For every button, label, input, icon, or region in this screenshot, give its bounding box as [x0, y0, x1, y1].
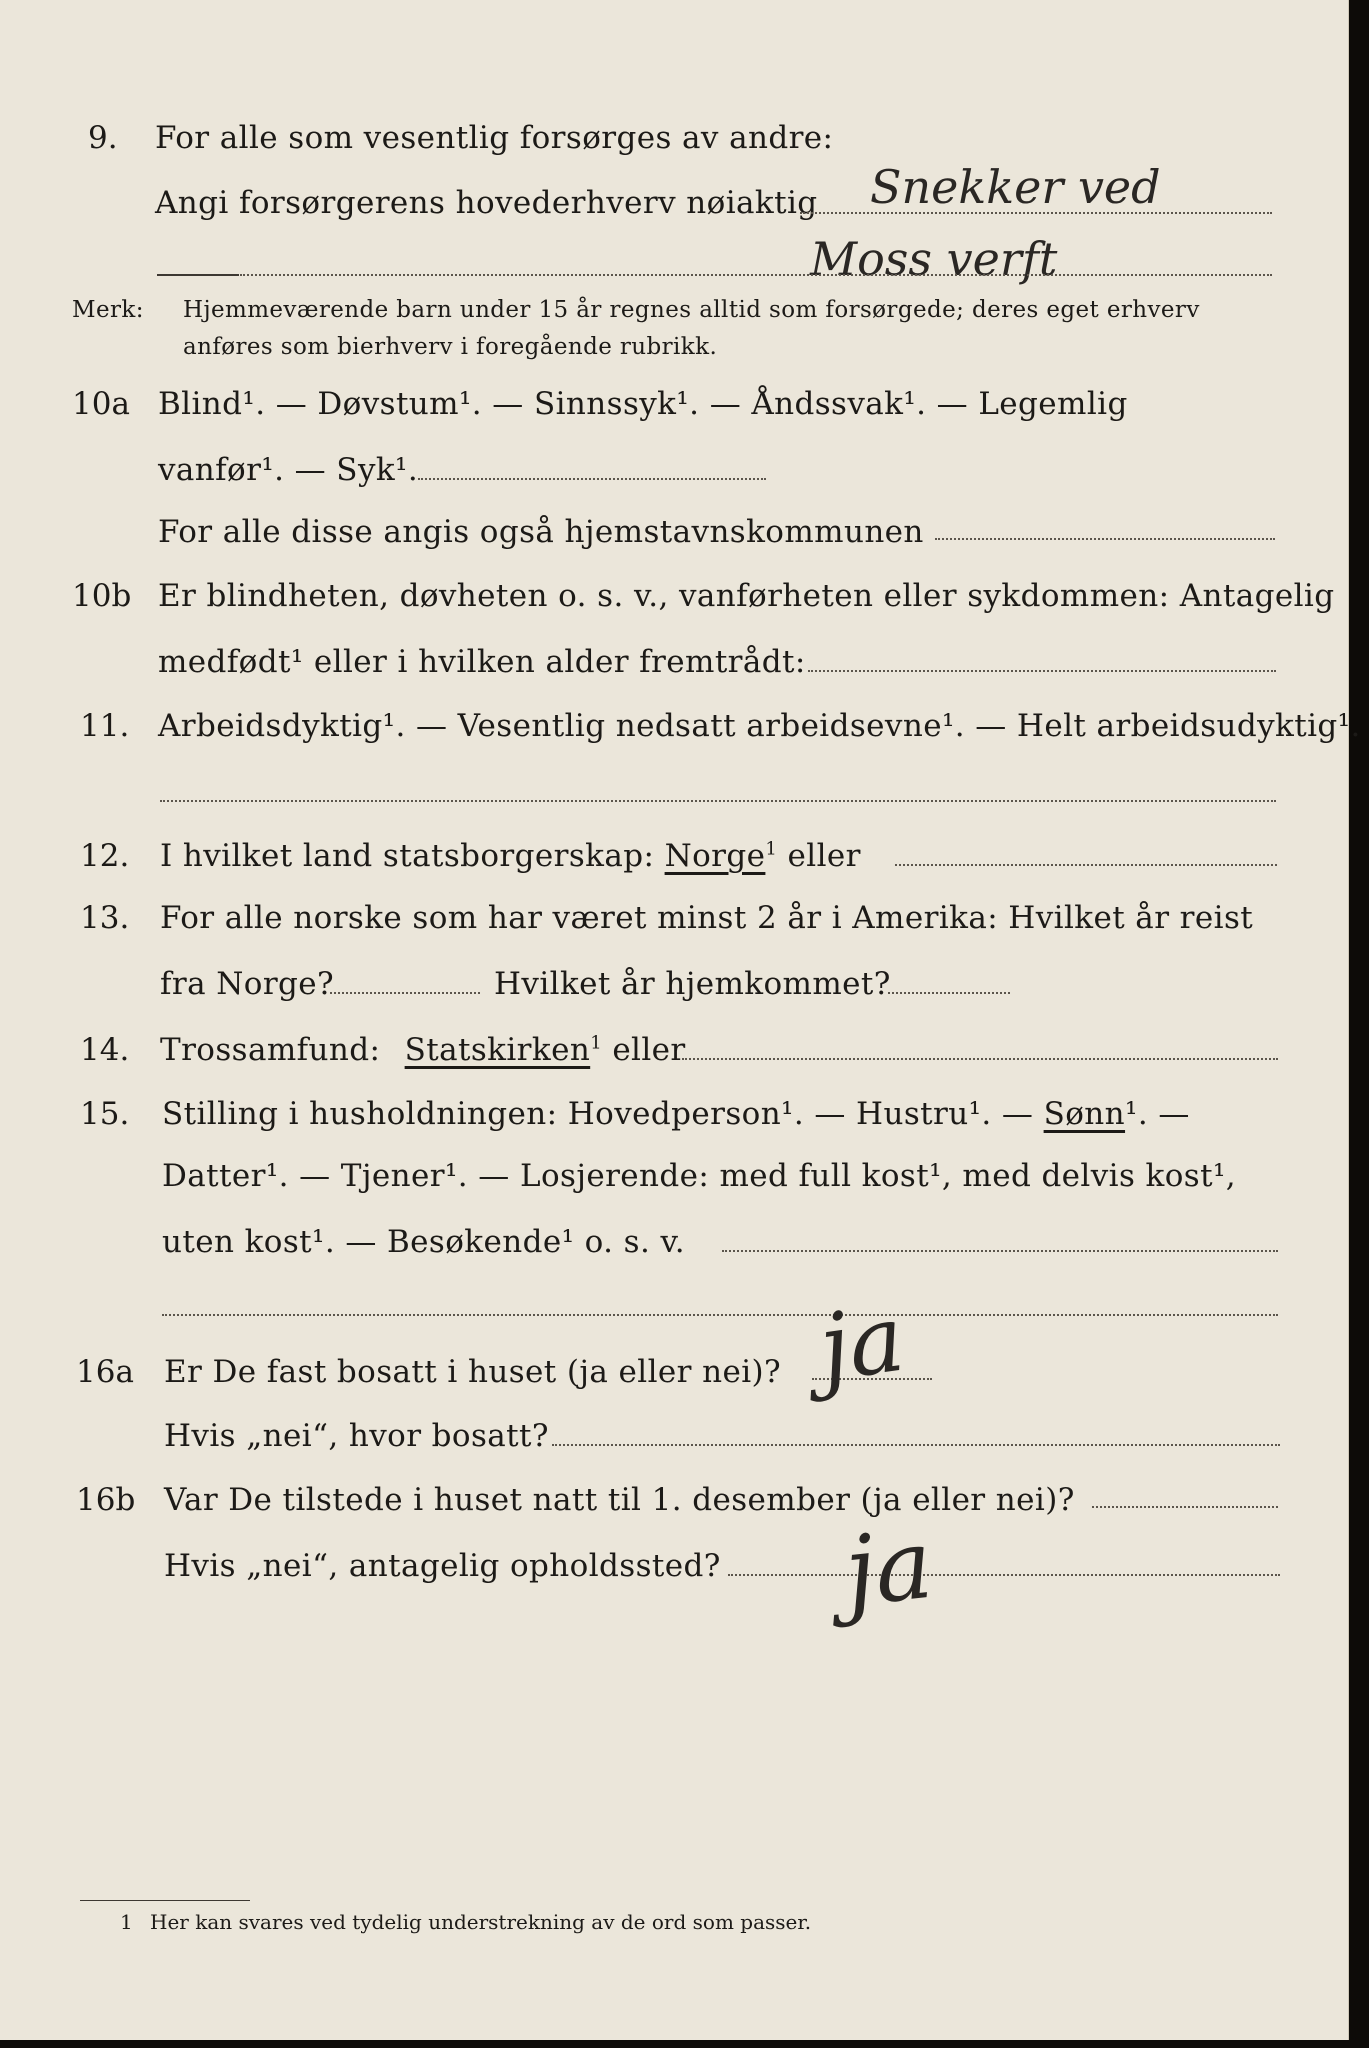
q15-line1-start: Stilling i husholdningen: Hovedperson¹. — Hustru¹. —	[162, 1096, 1034, 1132]
q16a-number: 16a	[76, 1354, 134, 1390]
q14-number: 14.	[80, 1032, 130, 1068]
q15-line3: uten kost¹. — Besøkende¹ o. s. v.	[162, 1224, 685, 1260]
q11-line1: Arbeidsdyktig¹. — Vesentlig nedsatt arbeidsevne¹. — Helt arbeidsudyktig¹.	[158, 708, 1361, 744]
q15-line1-end: ¹. —	[1125, 1096, 1190, 1132]
q13-line1: For alle norske som har været minst 2 år i Amerika: Hvilket år reist	[160, 900, 1254, 936]
q12-line: I hvilket land statsborgerskap: Norge$^1$ eller	[160, 838, 861, 874]
q9-short-rule	[157, 274, 239, 276]
q10a-line3: For alle disse angis også hjemstavnskommunen	[158, 514, 924, 550]
q12-underlined-answer: Norge	[664, 838, 766, 874]
merk-line2: anføres som bierhverv i foregående rubrikk.	[183, 334, 718, 360]
q12-answer-line	[895, 864, 1277, 866]
q16a-line1: Er De fast bosatt i huset (ja eller nei)?	[164, 1354, 782, 1390]
q11-number: 11.	[80, 708, 130, 744]
merk-label: Merk:	[72, 297, 144, 323]
q9-answer-occupation: Snekker ved	[870, 160, 1161, 214]
q10b-line2: medfødt¹ eller i hvilken alder fremtrådt:	[158, 644, 806, 680]
q16b-line2: Hvis „nei“, antagelig opholdssted?	[164, 1548, 721, 1584]
q13-line2a: fra Norge?	[160, 966, 335, 1002]
q16b-number: 16b	[76, 1482, 136, 1518]
q16a-answer: ja	[812, 1284, 911, 1403]
q16b-answer: ja	[839, 1507, 938, 1629]
q10a-answer-line	[418, 478, 766, 480]
q10b-line1: Er blindheten, døvheten o. s. v., vanførheten eller sykdommen: Antagelig	[158, 578, 1335, 614]
q15-extra-line	[162, 1314, 1278, 1316]
q10b-answer-line	[808, 670, 1276, 672]
q9-answer-employer: Moss verft	[810, 232, 1058, 286]
q11-answer-line	[160, 800, 1276, 802]
q12-prefix: I hvilket land statsborgerskap:	[160, 838, 655, 874]
q10a-number: 10a	[72, 386, 130, 422]
q13-number: 13.	[80, 900, 130, 936]
footnote-mark: 1	[120, 1910, 133, 1934]
q16b-line1: Var De tilstede i huset natt til 1. desember (ja eller nei)?	[164, 1482, 1075, 1518]
q10a-line1: Blind¹. — Døvstum¹. — Sinnssyk¹. — Åndssvak¹. — Legemlig	[158, 386, 1128, 422]
q10a-line2: vanfør¹. — Syk¹.	[158, 452, 419, 488]
q14-answer-line	[682, 1058, 1278, 1060]
q15-answer-line	[722, 1250, 1278, 1252]
q13-hjemkommet-line	[888, 992, 1010, 994]
q16a-line2: Hvis „nei“, hvor bosatt?	[164, 1418, 549, 1454]
footnote-rule	[80, 1900, 250, 1901]
q14-prefix: Trossamfund:	[160, 1032, 381, 1068]
q9-answer-line1	[800, 212, 1272, 214]
q9-number: 9.	[88, 120, 118, 156]
merk-line1: Hjemmeværende barn under 15 år regnes alltid som forsørgede; deres eget erhverv	[183, 297, 1200, 323]
q9-line1: For alle som vesentlig forsørges av andre:	[155, 120, 834, 156]
q13-reist-line	[330, 992, 480, 994]
q15-number: 15.	[80, 1096, 130, 1132]
q10a-hjemstavn-line	[935, 538, 1275, 540]
q15-line1	[162, 1096, 1190, 1132]
q15-underlined-answer: Sønn	[1043, 1096, 1126, 1132]
q14-suffix: eller	[612, 1032, 686, 1068]
q12-number: 12.	[80, 838, 130, 874]
q15-line2: Datter¹. — Tjener¹. — Losjerende: med full kost¹, med delvis kost¹,	[162, 1158, 1237, 1194]
q14-underlined-answer: Statskirken	[404, 1032, 591, 1068]
q10b-number: 10b	[72, 578, 132, 614]
footnote-text: Her kan svares ved tydelig understrekning av de ord som passer.	[150, 1910, 812, 1934]
q13-line2b: Hvilket år hjemkommet?	[494, 966, 891, 1002]
q16b-opholdssted-line	[728, 1574, 1280, 1576]
q16a-bosatt-line	[552, 1444, 1280, 1446]
q16b-answer-line	[1092, 1506, 1278, 1508]
q9-answer-line2	[240, 274, 1272, 276]
q12-suffix: eller	[787, 838, 861, 874]
q9-line2: Angi forsørgerens hovederhverv nøiaktig	[155, 185, 818, 221]
q14-line: Trossamfund: Statskirken$^1$ eller	[160, 1032, 686, 1068]
